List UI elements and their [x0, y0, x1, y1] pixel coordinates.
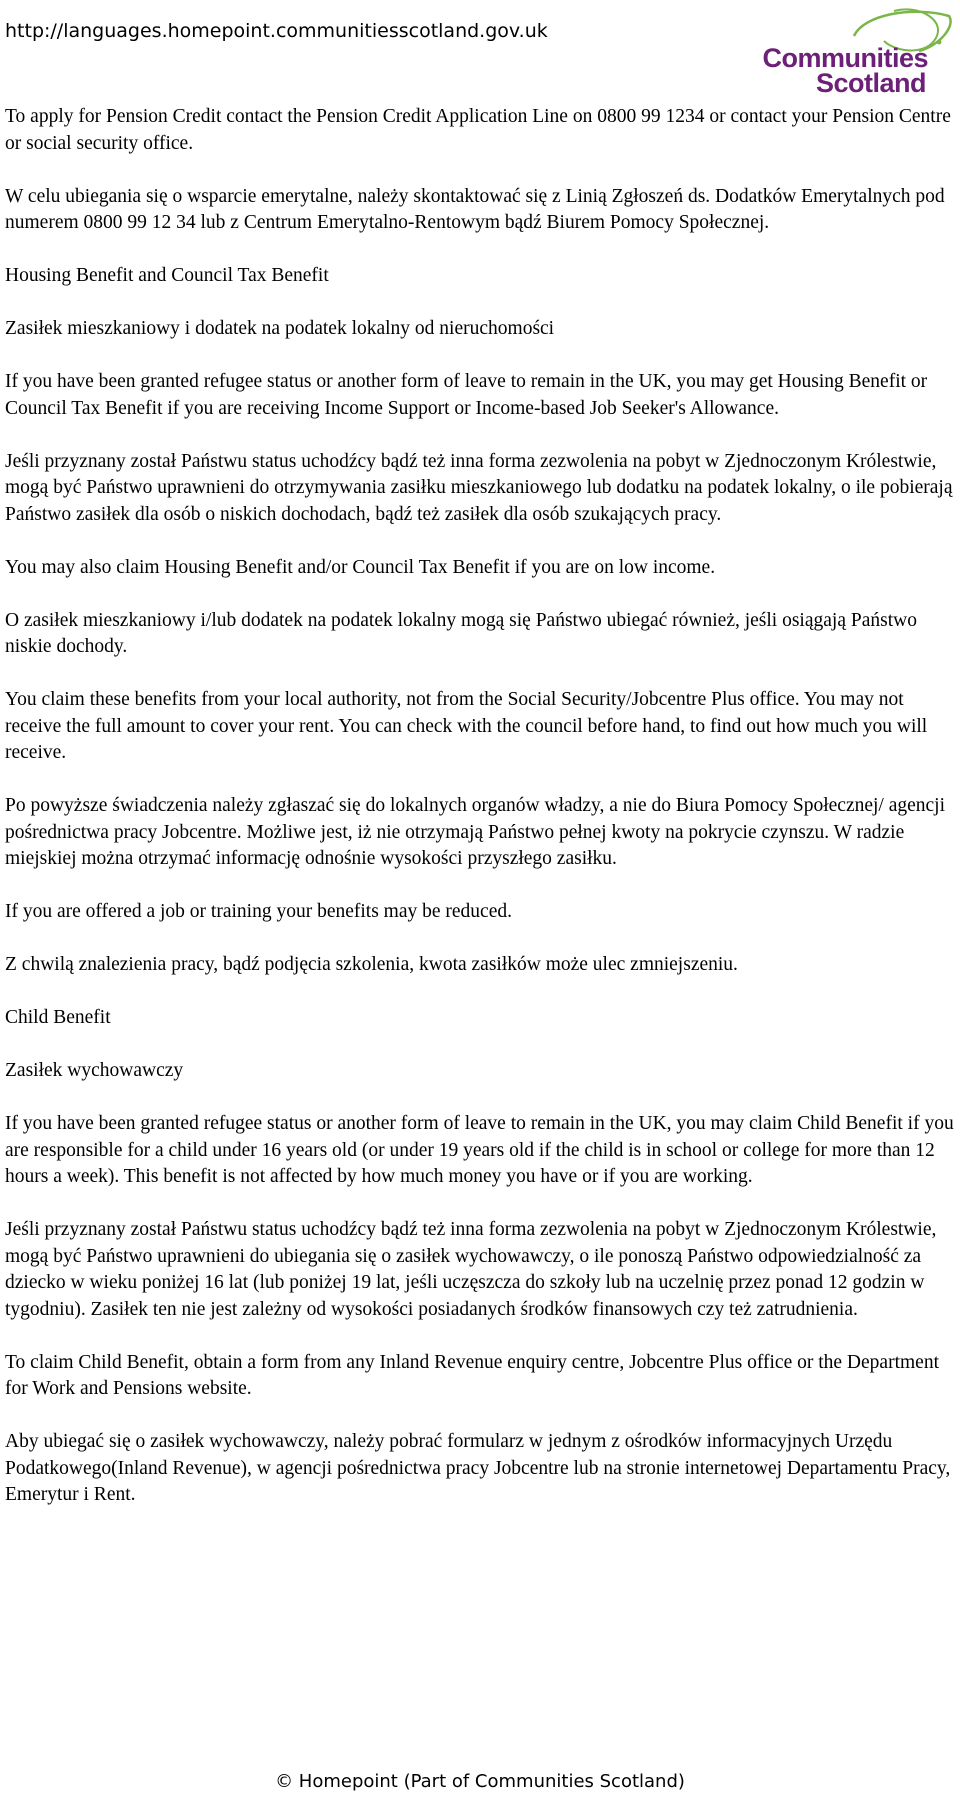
- paragraph: If you are offered a job or training your benefits may be reduced.: [5, 901, 512, 922]
- communities-scotland-logo: [744, 6, 956, 98]
- document-body: [5, 104, 955, 1535]
- paragraph: If you have been granted refugee status or another form of leave to remain in the UK, you may claim Child Benefit if you are responsible for a child under 16 years old (or under 19 years old if the child is in school or college for more than 12 hours a week). This benefit is not affected by how much money you have or if you are working.: [5, 1113, 954, 1187]
- paragraph: To claim Child Benefit, obtain a form from any Inland Revenue enquiry centre, Jobcentre Plus office or the Department for Work and Pensions website.: [5, 1351, 939, 1399]
- paragraph: W celu ubiegania się o wsparcie emerytalne, należy skontaktować się z Linią Zgłoszeń ds. Dodatków Emerytalnych pod numerem 0800 99 12 34 lub z Centrum Emerytalno-Rentowym bądź Biurem Pomocy Społecznej.: [5, 185, 945, 233]
- paragraph: Jeśli przyznany został Państwu status uchodźcy bądź też inna forma zezwolenia na pobyt w Zjednoczonym Królestwie, mogą być Państwo uprawnieni do otrzymywania zasiłku mieszkaniowego lub dodatku na podatek lokalny, o ile pobierają Państwo zasiłek dla osób o niskich dochodach, bądź też zasiłek dla osób szukających pracy.: [5, 450, 953, 525]
- section-heading: Zasiłek wychowawczy: [5, 1060, 184, 1081]
- logo-text-scotland: Scotland: [815, 68, 926, 98]
- paragraph: You may also claim Housing Benefit and/or Council Tax Benefit if you are on low income.: [5, 556, 716, 578]
- section-heading: Zasiłek mieszkaniowy i dodatek na podatek lokalny od nieruchomości: [5, 318, 555, 339]
- section-heading: Housing Benefit and Council Tax Benefit: [5, 265, 329, 286]
- section-heading: Child Benefit: [5, 1007, 111, 1028]
- paragraph: Aby ubiegać się o zasiłek wychowawczy, należy pobrać formularz w jednym z ośrodków informacyjnych Urzędu Podatkowego(Inland Revenue), w agencji pośrednictwa pracy Jobcentre lub na stronie internetowej Departamentu Pracy, Emerytur i Rent.: [5, 1431, 951, 1505]
- paragraph: You claim these benefits from your local authority, not from the Social Security/Jobcentre Plus office. You may not receive the full amount to cover your rent. You can check with the council before hand, to find out how much you will receive.: [5, 689, 928, 763]
- paragraph: O zasiłek mieszkaniowy i/lub dodatek na podatek lokalny mogą się Państwo ubiegać również, jeśli osiągają Państwo niskie dochody.: [5, 609, 917, 657]
- logo-text-communities: Communities: [762, 43, 928, 73]
- paragraph: Jeśli przyznany został Państwu status uchodźcy bądź też inna forma zezwolenia na pobyt w Zjednoczonym Królestwie, mogą być Państwo uprawnieni do ubiegania się o zasiłek wychowawczy, o ile ponoszą Państwo odpowiedzialność za dziecko w wieku poniżej 16 lat (lub poniżej 19 lat, jeśli uczęszcza do szkoły lub na uczelnię przez ponad 12 godzin w tygodniu). Zasiłek ten nie jest zależny od wysokości posiadanych środków finansowych czy też zatrudnienia.: [5, 1219, 937, 1320]
- footer-copyright: © Homepoint (Part of Communities Scotland): [275, 1771, 685, 1792]
- paragraph: Po powyższe świadczenia należy zgłaszać się do lokalnych organów władzy, a nie do Biura Pomocy Społecznej/ agencji pośrednictwa pracy Jobcentre. Możliwe jest, iż nie otrzymają Państwo pełnej kwoty na pokrycie czynszu. W radzie miejskiej można otrzymać informację odnośnie wysokości przyszłego zasiłku.: [5, 795, 946, 869]
- page-url: http://languages.homepoint.communitiesscotland.gov.uk: [5, 20, 548, 42]
- paragraph: If you have been granted refugee status or another form of leave to remain in the UK, you may get Housing Benefit or Council Tax Benefit if you are receiving Income Support or Income-based Job Seeker's Allowance.: [5, 371, 928, 419]
- paragraph: To apply for Pension Credit contact the Pension Credit Application Line on 0800 99 1234 or contact your Pension Centre or social security office.: [5, 106, 951, 154]
- paragraph: Z chwilą znalezienia pracy, bądź podjęcia szkolenia, kwota zasiłków może ulec zmniejszeniu.: [5, 954, 738, 975]
